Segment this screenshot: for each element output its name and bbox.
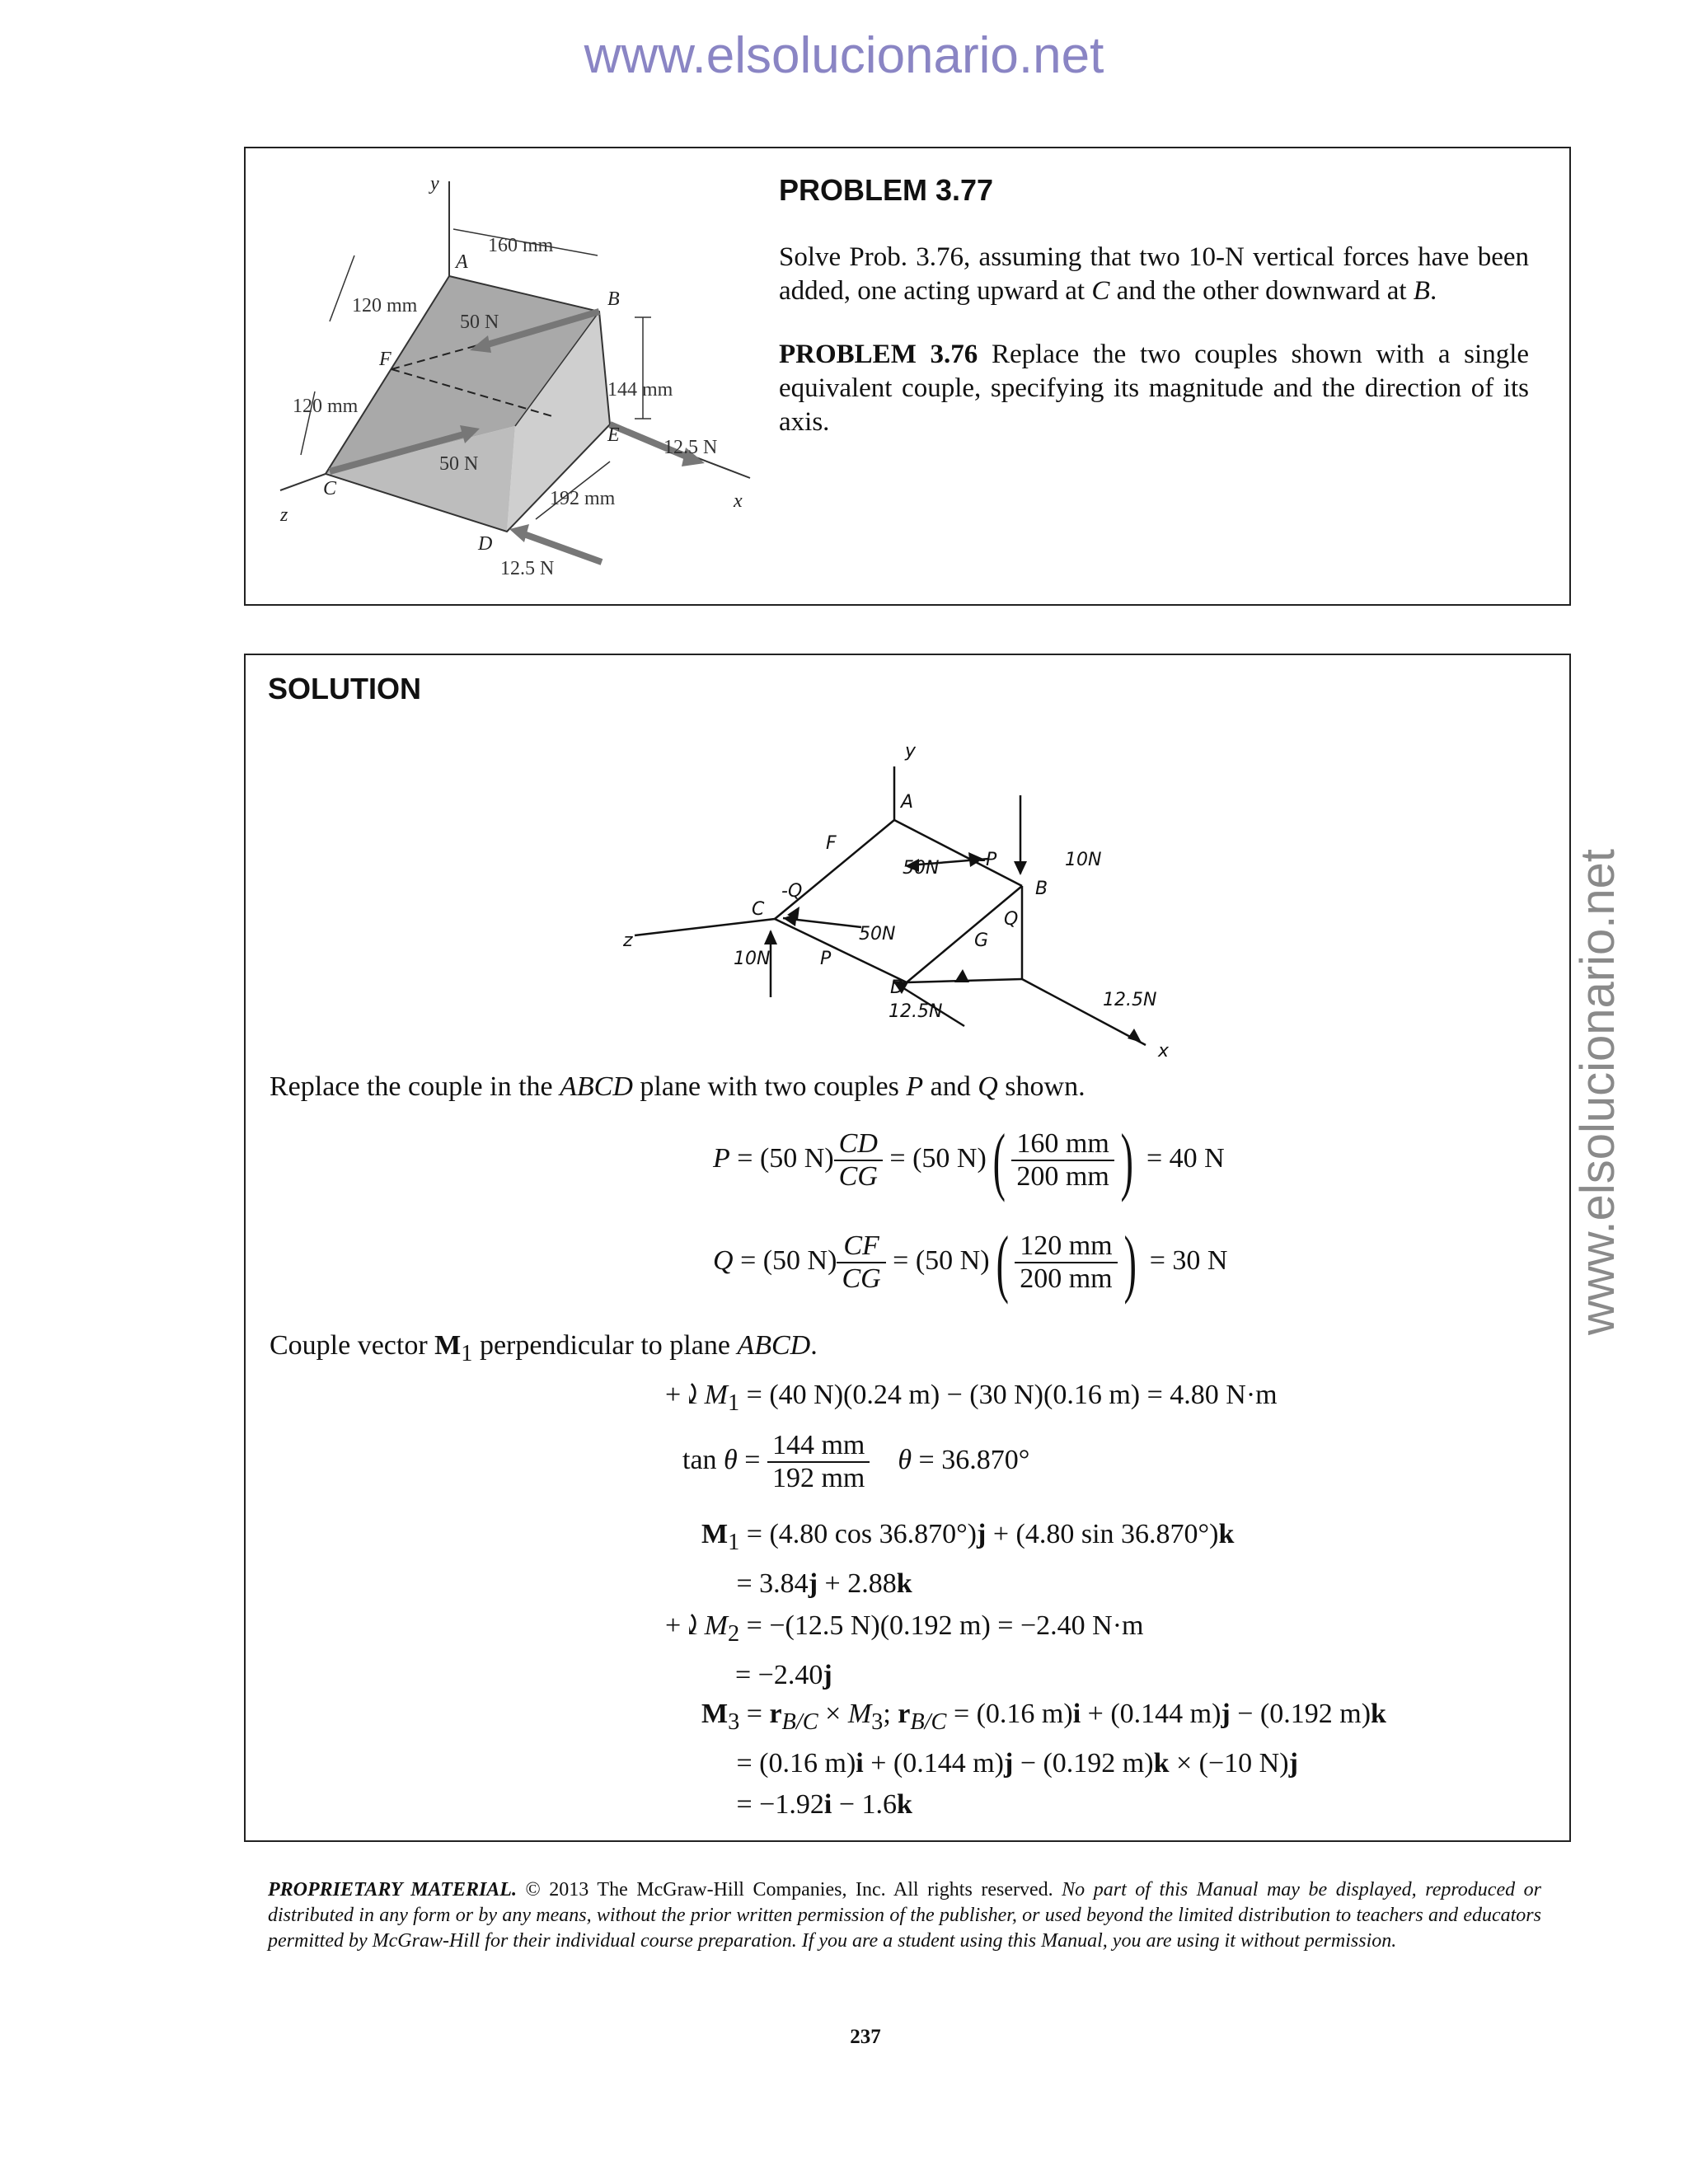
eq-m2: $+⤸M_2 = -(12.5$ N)(0.192 m) = −2.40 N·m = −2.40j	[665, 1610, 1144, 1690]
fig-dim-160: 160 mm	[488, 235, 554, 256]
solution-line-1: Replace the couple in the ABCD plane with two couples P and Q shown.	[270, 1071, 1085, 1102]
fig-axis-x: x	[734, 490, 743, 512]
footer-copyright	[268, 1877, 1541, 1954]
fig-point-a: A	[456, 251, 468, 273]
solution-sketch	[610, 717, 1203, 1063]
fig-axis-y: y	[430, 173, 439, 194]
fig-dim-120b: 120 mm	[293, 396, 359, 417]
fig-dim-144: 144 mm	[607, 379, 673, 401]
sk-10n-c: 10N	[734, 949, 771, 969]
sk-y: y	[905, 741, 917, 762]
fig-point-b: B	[607, 288, 620, 310]
sk-b: B	[1035, 879, 1048, 899]
fig-dim-192: 192 mm	[550, 488, 616, 509]
solution-title: SOLUTION	[268, 672, 421, 705]
fig-axis-z: z	[280, 504, 288, 526]
sk-50n-mid: 50N	[859, 924, 896, 944]
eq-tan: tan θ = $\frac{144 mm}{192 mm}$ θ = 36.870°	[682, 1430, 1030, 1493]
sk-g: G	[974, 930, 989, 951]
sk-neg-p: -P	[979, 850, 997, 870]
fig-force-125a: 12.5 N	[663, 437, 718, 458]
sk-f: F	[826, 833, 837, 854]
fig-dim-120a: 120 mm	[352, 295, 418, 316]
eq-m1: $+⤸M_1 = (40$ N)(0.24 m) − (30 N)(0.16 m) = 4.80 N·m	[665, 1380, 1278, 1416]
problem-ref-title: PROBLEM 3.76	[779, 340, 978, 369]
watermark-top: www.elsolucionario.net	[584, 27, 1104, 84]
sk-q: Q	[1004, 909, 1019, 930]
eq-p: P = (50 N) $\frac{CD}{CG}$ = (50 N)( $\frac{160 mm}{200 mm}$ ) = 40 N	[713, 1118, 1225, 1202]
fig-point-c: C	[323, 478, 337, 499]
problem-ref-text: Replace the two couples shown with a single equivalent couple, specifying its magnitude and the direction of its axis.	[779, 340, 1530, 437]
problem-figure	[247, 165, 775, 593]
sk-p: P	[820, 949, 832, 969]
sk-a: A	[901, 792, 914, 813]
sk-z: z	[623, 930, 633, 951]
solution-line-2: Couple vector $M_1$ perpendicular to plane ABCD.	[270, 1330, 818, 1366]
footer-bold: PROPRIETARY MATERIAL.	[268, 1879, 517, 1900]
problem-text: Solve Prob. 3.76, assuming that two 10-N vertical forces have been added, one acting upward at C and the other downward at B.	[779, 242, 1529, 306]
problem-ref	[779, 338, 1529, 439]
z-axis	[280, 474, 326, 490]
sk-d: D	[890, 977, 904, 998]
watermark-side: www.elsolucionario.net	[1571, 849, 1625, 1335]
fig-point-e: E	[607, 424, 620, 446]
sk-10n-b: 10N	[1065, 850, 1102, 870]
eq-m3: $M_3 = r_{B/C} \times M_3$; $r_{B/C} = (0.16$ m)i + (0.144 m)j − (0.192 m)k = (0.16 m)i + (0.144 m)j − (0.192 m)k × (−10 N)j = −1.92i − 1.6k	[701, 1699, 1386, 1820]
fig-point-f: F	[379, 349, 392, 370]
footer-italic: No part of this Manual may be displayed, reproduced or distributed in any form or by any means, without the prior written permission of the publisher, or used beyond the limited distribution to teachers and educators permitted by McGraw-Hill for their individual course preparation. If you are a student using this Manual, you are using it without permission.	[268, 1879, 1541, 1952]
sk-50n-top: 50N	[903, 858, 940, 879]
sk-neg-q: -Q	[781, 881, 803, 902]
sk-x: x	[1158, 1041, 1170, 1062]
footer-normal: © 2013 The McGraw-Hill Companies, Inc. All rights reserved.	[516, 1879, 1053, 1900]
eq-m1-vector: $M_1 = (4.80$ cos 36.870°)j + (4.80 sin 36.870°)k = 3.84j + 2.88k	[701, 1519, 1235, 1599]
sk-c: C	[752, 899, 765, 920]
page-number: 237	[850, 2026, 881, 2048]
sk-12-5n-x: 12.5N	[1103, 990, 1157, 1010]
sk-12-5n-d: 12.5N	[889, 1001, 943, 1022]
fig-force-50a: 50 N	[460, 312, 499, 333]
fig-force-125b: 12.5 N	[500, 558, 555, 579]
fig-force-50b: 50 N	[439, 453, 479, 475]
fig-point-d: D	[478, 533, 493, 555]
problem-title: PROBLEM 3.77	[779, 173, 994, 207]
eq-q: Q = (50 N) $\frac{CF}{CG}$ = (50 N)( $\frac{120 mm}{200 mm}$ ) = 30 N	[713, 1221, 1228, 1305]
